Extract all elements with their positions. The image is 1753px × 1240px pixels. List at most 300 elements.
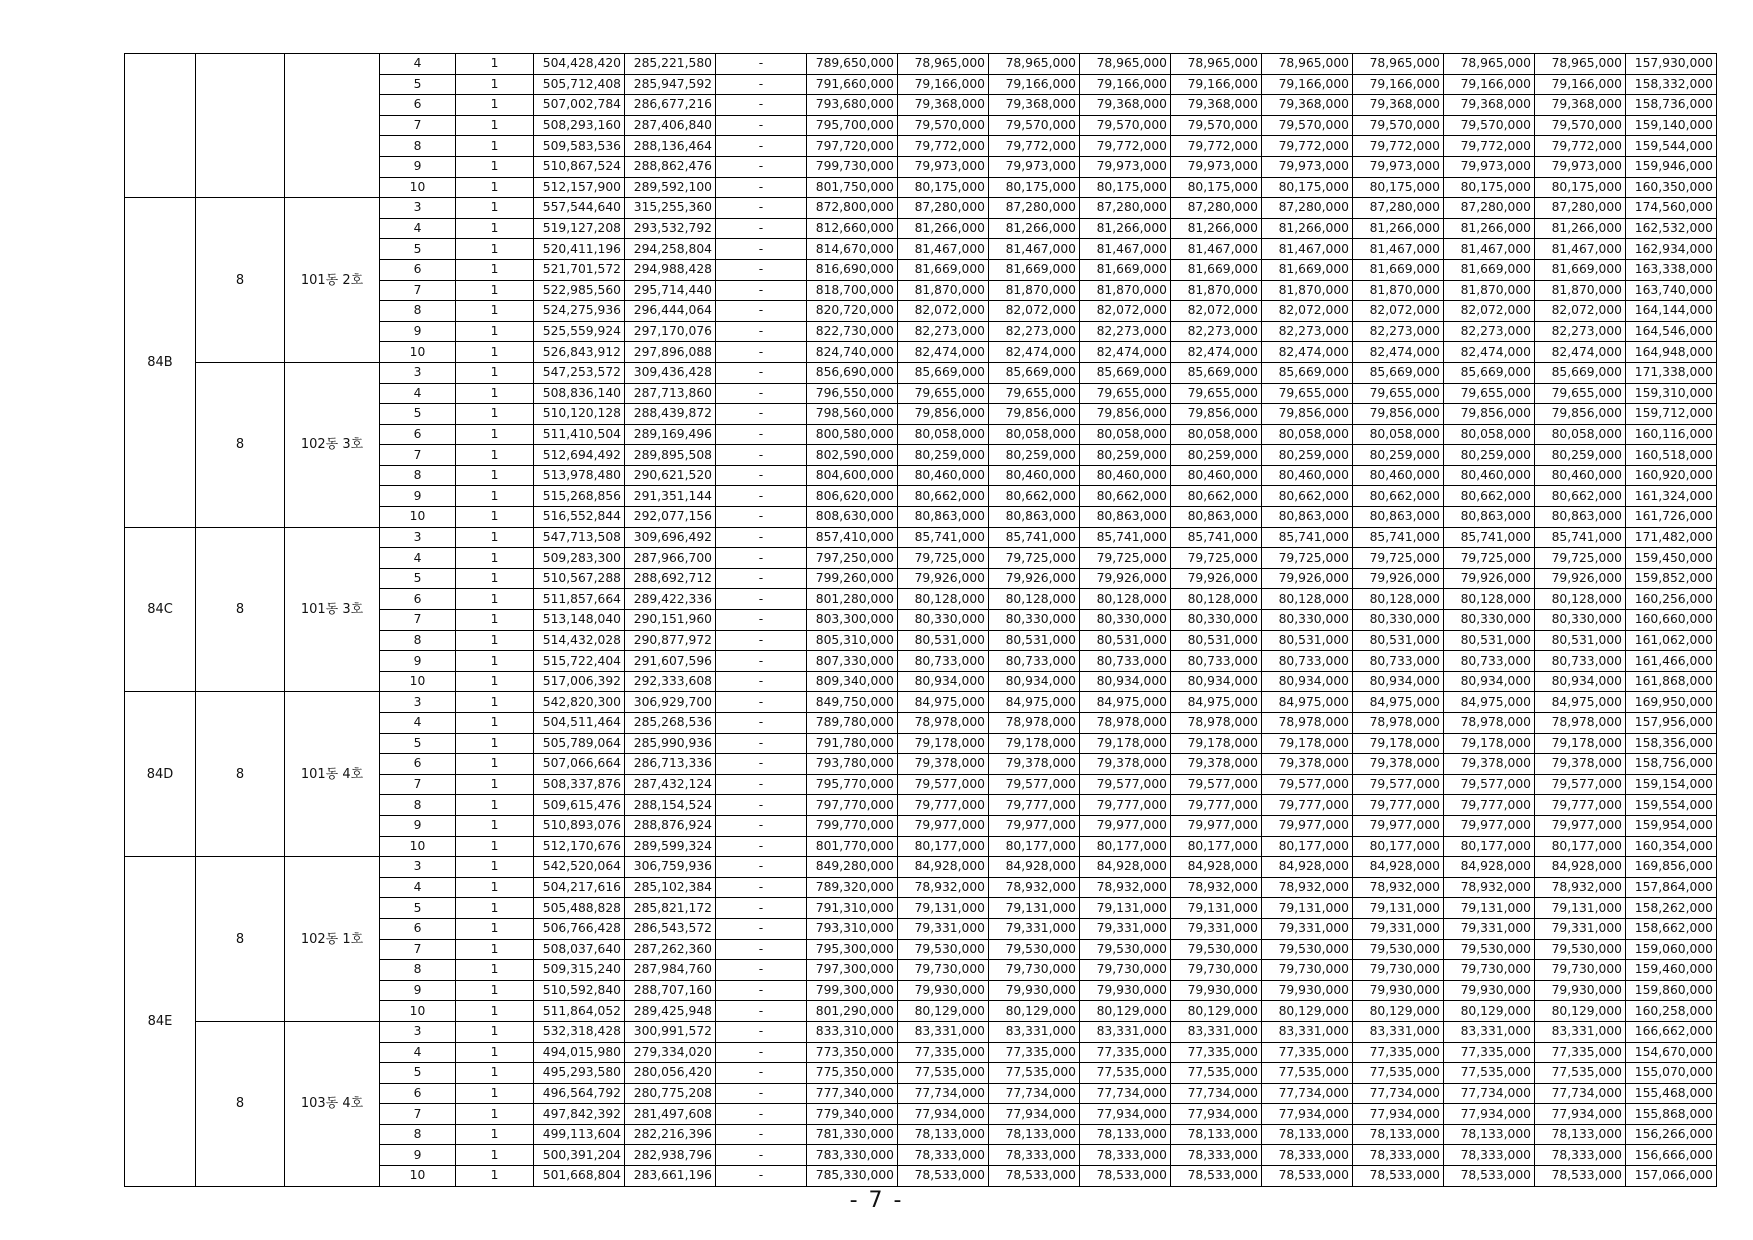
amount-cell: 496,564,792: [534, 1083, 625, 1104]
amount-cell: -: [716, 1063, 807, 1084]
floor-cell: 7: [380, 280, 456, 301]
amount-cell: 79,777,000: [1535, 795, 1626, 816]
amount-cell: 292,077,156: [625, 507, 716, 528]
amount-cell: 280,056,420: [625, 1063, 716, 1084]
quantity-cell: 1: [456, 95, 534, 116]
amount-cell: 80,460,000: [1171, 465, 1262, 486]
amount-cell: 80,531,000: [898, 630, 989, 651]
amount-cell: 80,934,000: [1262, 671, 1353, 692]
amount-cell: 84,928,000: [1353, 857, 1444, 878]
amount-cell: 79,530,000: [1535, 939, 1626, 960]
amount-cell: 80,129,000: [1444, 1001, 1535, 1022]
amount-cell: 80,662,000: [1444, 486, 1535, 507]
amount-cell: 79,166,000: [1353, 74, 1444, 95]
amount-cell: 83,331,000: [1353, 1021, 1444, 1042]
amount-cell: 81,266,000: [898, 218, 989, 239]
quantity-cell: 1: [456, 754, 534, 775]
amount-cell: 77,734,000: [1535, 1083, 1626, 1104]
amount-cell: 159,712,000: [1626, 404, 1717, 425]
amount-cell: 79,378,000: [1444, 754, 1535, 775]
amount-cell: 801,290,000: [807, 1001, 898, 1022]
amount-cell: 522,985,560: [534, 280, 625, 301]
amount-cell: 81,669,000: [1171, 259, 1262, 280]
amount-cell: 84,975,000: [1535, 692, 1626, 713]
amount-cell: 525,559,924: [534, 321, 625, 342]
quantity-cell: 1: [456, 1042, 534, 1063]
amount-cell: -: [716, 877, 807, 898]
floor-cell: 8: [380, 630, 456, 651]
amount-cell: 78,133,000: [989, 1124, 1080, 1145]
amount-cell: -: [716, 939, 807, 960]
amount-cell: -: [716, 671, 807, 692]
amount-cell: 510,592,840: [534, 980, 625, 1001]
floor-cell: 10: [380, 177, 456, 198]
floor-cell: 9: [380, 980, 456, 1001]
amount-cell: 781,330,000: [807, 1124, 898, 1145]
amount-cell: 507,002,784: [534, 95, 625, 116]
amount-cell: 158,736,000: [1626, 95, 1717, 116]
amount-cell: 84,975,000: [989, 692, 1080, 713]
amount-cell: 79,331,000: [898, 918, 989, 939]
amount-cell: 287,966,700: [625, 548, 716, 569]
amount-cell: 79,856,000: [989, 404, 1080, 425]
amount-cell: 80,259,000: [898, 445, 989, 466]
amount-cell: 83,331,000: [1171, 1021, 1262, 1042]
floor-cell: 7: [380, 610, 456, 631]
amount-cell: 315,255,360: [625, 198, 716, 219]
amount-cell: 79,725,000: [1353, 548, 1444, 569]
amount-cell: 87,280,000: [1353, 198, 1444, 219]
amount-cell: 163,740,000: [1626, 280, 1717, 301]
amount-cell: 288,707,160: [625, 980, 716, 1001]
amount-cell: 78,978,000: [989, 713, 1080, 734]
amount-cell: 79,178,000: [989, 733, 1080, 754]
amount-cell: 81,870,000: [1535, 280, 1626, 301]
amount-cell: 808,630,000: [807, 507, 898, 528]
amount-cell: 532,318,428: [534, 1021, 625, 1042]
floor-cell: 6: [380, 424, 456, 445]
amount-cell: 77,734,000: [1080, 1083, 1171, 1104]
amount-cell: 80,128,000: [1444, 589, 1535, 610]
floor-cell: 5: [380, 74, 456, 95]
building-unit-cell: 102동 3호: [285, 362, 380, 527]
amount-cell: 159,450,000: [1626, 548, 1717, 569]
quantity-cell: 1: [456, 156, 534, 177]
amount-cell: 78,932,000: [1080, 877, 1171, 898]
amount-cell: 79,655,000: [1353, 383, 1444, 404]
amount-cell: 79,570,000: [1171, 115, 1262, 136]
amount-cell: 159,946,000: [1626, 156, 1717, 177]
amount-cell: 857,410,000: [807, 527, 898, 548]
amount-cell: 77,734,000: [898, 1083, 989, 1104]
amount-cell: 80,058,000: [898, 424, 989, 445]
amount-cell: 801,280,000: [807, 589, 898, 610]
amount-cell: 83,331,000: [1535, 1021, 1626, 1042]
amount-cell: 306,929,700: [625, 692, 716, 713]
amount-cell: 79,178,000: [1262, 733, 1353, 754]
amount-cell: 79,977,000: [1262, 815, 1353, 836]
unit-count-cell: 8: [196, 1021, 285, 1186]
amount-cell: 77,535,000: [1535, 1063, 1626, 1084]
amount-cell: 79,725,000: [1080, 548, 1171, 569]
amount-cell: 79,977,000: [1171, 815, 1262, 836]
amount-cell: -: [716, 815, 807, 836]
amount-cell: 154,670,000: [1626, 1042, 1717, 1063]
amount-cell: 84,975,000: [1171, 692, 1262, 713]
amount-cell: 293,532,792: [625, 218, 716, 239]
amount-cell: 79,378,000: [1171, 754, 1262, 775]
amount-cell: 84,975,000: [1262, 692, 1353, 713]
amount-cell: 77,734,000: [1262, 1083, 1353, 1104]
amount-cell: 80,058,000: [1353, 424, 1444, 445]
amount-cell: 510,893,076: [534, 815, 625, 836]
amount-cell: 80,175,000: [1353, 177, 1444, 198]
amount-cell: 79,926,000: [898, 568, 989, 589]
amount-cell: 79,331,000: [1353, 918, 1444, 939]
amount-cell: 801,770,000: [807, 836, 898, 857]
amount-cell: -: [716, 321, 807, 342]
amount-cell: 289,425,948: [625, 1001, 716, 1022]
amount-cell: 80,175,000: [1171, 177, 1262, 198]
floor-cell: 9: [380, 651, 456, 672]
amount-cell: 80,531,000: [1262, 630, 1353, 651]
amount-cell: 162,532,000: [1626, 218, 1717, 239]
amount-cell: 77,934,000: [1444, 1104, 1535, 1125]
amount-cell: 157,066,000: [1626, 1166, 1717, 1187]
amount-cell: -: [716, 610, 807, 631]
amount-cell: 506,766,428: [534, 918, 625, 939]
amount-cell: 79,772,000: [989, 136, 1080, 157]
amount-cell: 78,978,000: [898, 713, 989, 734]
unit-type-cell: 84B: [125, 198, 196, 528]
floor-cell: 10: [380, 342, 456, 363]
quantity-cell: 1: [456, 218, 534, 239]
amount-cell: -: [716, 465, 807, 486]
amount-cell: 171,338,000: [1626, 362, 1717, 383]
floor-cell: 6: [380, 259, 456, 280]
amount-cell: 80,058,000: [989, 424, 1080, 445]
amount-cell: 289,592,100: [625, 177, 716, 198]
amount-cell: 78,965,000: [898, 54, 989, 75]
amount-cell: 79,166,000: [1262, 74, 1353, 95]
amount-cell: 77,734,000: [1444, 1083, 1535, 1104]
amount-cell: 82,072,000: [989, 301, 1080, 322]
amount-cell: 79,570,000: [1444, 115, 1535, 136]
amount-cell: 80,662,000: [1535, 486, 1626, 507]
amount-cell: 280,775,208: [625, 1083, 716, 1104]
amount-cell: 77,335,000: [1080, 1042, 1171, 1063]
amount-cell: 79,655,000: [1535, 383, 1626, 404]
amount-cell: 856,690,000: [807, 362, 898, 383]
floor-cell: 3: [380, 362, 456, 383]
amount-cell: 79,973,000: [1171, 156, 1262, 177]
amount-cell: 80,934,000: [1535, 671, 1626, 692]
amount-cell: 85,741,000: [1171, 527, 1262, 548]
amount-cell: 79,570,000: [1080, 115, 1171, 136]
amount-cell: 809,340,000: [807, 671, 898, 692]
amount-cell: 79,856,000: [1171, 404, 1262, 425]
quantity-cell: 1: [456, 877, 534, 898]
amount-cell: 80,128,000: [1535, 589, 1626, 610]
amount-cell: 520,411,196: [534, 239, 625, 260]
amount-cell: 510,867,524: [534, 156, 625, 177]
amount-cell: 79,331,000: [1171, 918, 1262, 939]
amount-cell: 511,864,052: [534, 1001, 625, 1022]
amount-cell: 169,950,000: [1626, 692, 1717, 713]
amount-cell: 80,863,000: [989, 507, 1080, 528]
amount-cell: 524,275,936: [534, 301, 625, 322]
amount-cell: 80,259,000: [1535, 445, 1626, 466]
amount-cell: 77,535,000: [1262, 1063, 1353, 1084]
amount-cell: 285,947,592: [625, 74, 716, 95]
amount-cell: 82,474,000: [1262, 342, 1353, 363]
amount-cell: 80,128,000: [989, 589, 1080, 610]
amount-cell: 79,530,000: [1080, 939, 1171, 960]
floor-cell: 6: [380, 754, 456, 775]
amount-cell: 79,730,000: [1535, 960, 1626, 981]
amount-cell: 162,934,000: [1626, 239, 1717, 260]
amount-cell: 79,772,000: [1171, 136, 1262, 157]
quantity-cell: 1: [456, 342, 534, 363]
amount-cell: 79,977,000: [1444, 815, 1535, 836]
amount-cell: 82,273,000: [1353, 321, 1444, 342]
amount-cell: 79,926,000: [1535, 568, 1626, 589]
floor-cell: 5: [380, 568, 456, 589]
amount-cell: 79,178,000: [1353, 733, 1444, 754]
amount-cell: 80,662,000: [1171, 486, 1262, 507]
amount-cell: 84,928,000: [1262, 857, 1353, 878]
amount-cell: 80,733,000: [1353, 651, 1444, 672]
amount-cell: 287,984,760: [625, 960, 716, 981]
amount-cell: 81,467,000: [1353, 239, 1444, 260]
amount-cell: 87,280,000: [1262, 198, 1353, 219]
amount-cell: 81,669,000: [1535, 259, 1626, 280]
amount-cell: 79,166,000: [1535, 74, 1626, 95]
amount-cell: 79,856,000: [1353, 404, 1444, 425]
amount-cell: 516,552,844: [534, 507, 625, 528]
amount-cell: 81,266,000: [1353, 218, 1444, 239]
amount-cell: 288,154,524: [625, 795, 716, 816]
amount-cell: 159,310,000: [1626, 383, 1717, 404]
quantity-cell: 1: [456, 774, 534, 795]
amount-cell: 155,070,000: [1626, 1063, 1717, 1084]
amount-cell: 79,725,000: [989, 548, 1080, 569]
amount-cell: 799,730,000: [807, 156, 898, 177]
amount-cell: 77,535,000: [1353, 1063, 1444, 1084]
amount-cell: 79,166,000: [898, 74, 989, 95]
amount-cell: 816,690,000: [807, 259, 898, 280]
amount-cell: -: [716, 1001, 807, 1022]
amount-cell: 81,669,000: [1444, 259, 1535, 280]
amount-cell: 288,136,464: [625, 136, 716, 157]
amount-cell: -: [716, 754, 807, 775]
amount-cell: -: [716, 383, 807, 404]
amount-cell: 80,330,000: [1535, 610, 1626, 631]
amount-cell: 83,331,000: [989, 1021, 1080, 1042]
amount-cell: 79,378,000: [989, 754, 1080, 775]
amount-cell: 78,133,000: [1353, 1124, 1444, 1145]
amount-cell: 163,338,000: [1626, 259, 1717, 280]
amount-cell: 78,978,000: [1080, 713, 1171, 734]
amount-cell: 81,870,000: [989, 280, 1080, 301]
amount-cell: -: [716, 198, 807, 219]
amount-cell: 157,864,000: [1626, 877, 1717, 898]
amount-cell: 161,466,000: [1626, 651, 1717, 672]
amount-cell: 288,692,712: [625, 568, 716, 589]
amount-cell: 79,378,000: [898, 754, 989, 775]
amount-cell: 81,266,000: [1535, 218, 1626, 239]
floor-cell: 5: [380, 733, 456, 754]
amount-cell: 542,520,064: [534, 857, 625, 878]
amount-cell: -: [716, 795, 807, 816]
quantity-cell: 1: [456, 424, 534, 445]
amount-cell: -: [716, 54, 807, 75]
building-unit-cell: 102동 1호: [285, 857, 380, 1022]
amount-cell: 80,934,000: [989, 671, 1080, 692]
amount-cell: 85,669,000: [1535, 362, 1626, 383]
amount-cell: 174,560,000: [1626, 198, 1717, 219]
amount-cell: 79,530,000: [989, 939, 1080, 960]
amount-cell: 161,324,000: [1626, 486, 1717, 507]
quantity-cell: 1: [456, 259, 534, 280]
amount-cell: 85,669,000: [1353, 362, 1444, 383]
amount-cell: 77,335,000: [989, 1042, 1080, 1063]
amount-cell: 79,331,000: [1262, 918, 1353, 939]
building-unit-cell: [285, 54, 380, 198]
amount-cell: 79,977,000: [898, 815, 989, 836]
amount-cell: 80,662,000: [898, 486, 989, 507]
amount-cell: 80,259,000: [989, 445, 1080, 466]
amount-cell: 797,300,000: [807, 960, 898, 981]
quantity-cell: 1: [456, 177, 534, 198]
floor-cell: 4: [380, 877, 456, 898]
amount-cell: 81,467,000: [1444, 239, 1535, 260]
amount-cell: 79,368,000: [1444, 95, 1535, 116]
amount-cell: 497,842,392: [534, 1104, 625, 1125]
amount-cell: 77,934,000: [989, 1104, 1080, 1125]
amount-cell: 82,474,000: [1080, 342, 1171, 363]
amount-cell: 80,733,000: [1535, 651, 1626, 672]
building-unit-cell: 101동 4호: [285, 692, 380, 857]
amount-cell: 81,467,000: [1535, 239, 1626, 260]
amount-cell: 285,821,172: [625, 898, 716, 919]
amount-cell: 79,973,000: [1535, 156, 1626, 177]
amount-cell: 80,934,000: [898, 671, 989, 692]
amount-cell: 294,988,428: [625, 259, 716, 280]
amount-cell: 79,772,000: [1444, 136, 1535, 157]
amount-cell: -: [716, 95, 807, 116]
amount-cell: 797,250,000: [807, 548, 898, 569]
quantity-cell: 1: [456, 507, 534, 528]
floor-cell: 4: [380, 548, 456, 569]
amount-cell: 80,259,000: [1080, 445, 1171, 466]
amount-cell: 85,741,000: [898, 527, 989, 548]
amount-cell: 80,175,000: [1535, 177, 1626, 198]
amount-cell: 849,750,000: [807, 692, 898, 713]
amount-cell: 78,932,000: [1171, 877, 1262, 898]
amount-cell: 80,934,000: [1353, 671, 1444, 692]
amount-cell: 80,863,000: [1080, 507, 1171, 528]
amount-cell: 80,129,000: [898, 1001, 989, 1022]
amount-cell: 296,444,064: [625, 301, 716, 322]
amount-cell: 80,129,000: [989, 1001, 1080, 1022]
floor-cell: 5: [380, 898, 456, 919]
amount-cell: 797,770,000: [807, 795, 898, 816]
amount-cell: 77,335,000: [1353, 1042, 1444, 1063]
floor-cell: 4: [380, 713, 456, 734]
amount-cell: 80,129,000: [1171, 1001, 1262, 1022]
amount-cell: 291,607,596: [625, 651, 716, 672]
quantity-cell: 1: [456, 548, 534, 569]
amount-cell: 80,460,000: [898, 465, 989, 486]
amount-cell: -: [716, 836, 807, 857]
amount-cell: 77,734,000: [1353, 1083, 1444, 1104]
amount-cell: 79,730,000: [1171, 960, 1262, 981]
amount-cell: 83,331,000: [1080, 1021, 1171, 1042]
amount-cell: 793,310,000: [807, 918, 898, 939]
amount-cell: 80,733,000: [1262, 651, 1353, 672]
amount-cell: 80,662,000: [1262, 486, 1353, 507]
amount-cell: -: [716, 527, 807, 548]
amount-cell: 79,926,000: [1080, 568, 1171, 589]
amount-cell: 85,669,000: [1171, 362, 1262, 383]
amount-cell: 288,876,924: [625, 815, 716, 836]
amount-cell: 81,870,000: [1353, 280, 1444, 301]
amount-cell: 78,133,000: [1171, 1124, 1262, 1145]
amount-cell: 156,266,000: [1626, 1124, 1717, 1145]
amount-cell: 81,266,000: [1171, 218, 1262, 239]
amount-cell: 79,777,000: [1353, 795, 1444, 816]
floor-cell: 3: [380, 692, 456, 713]
floor-cell: 6: [380, 95, 456, 116]
amount-cell: 79,577,000: [1353, 774, 1444, 795]
floor-cell: 6: [380, 918, 456, 939]
amount-cell: 80,129,000: [1262, 1001, 1353, 1022]
amount-cell: 509,283,300: [534, 548, 625, 569]
amount-cell: 79,570,000: [1353, 115, 1444, 136]
amount-cell: -: [716, 156, 807, 177]
unit-type-cell: 84C: [125, 527, 196, 692]
amount-cell: -: [716, 692, 807, 713]
amount-cell: 80,058,000: [1080, 424, 1171, 445]
amount-cell: 77,934,000: [1171, 1104, 1262, 1125]
amount-cell: -: [716, 362, 807, 383]
amount-cell: 82,273,000: [1262, 321, 1353, 342]
floor-cell: 7: [380, 115, 456, 136]
amount-cell: 519,127,208: [534, 218, 625, 239]
amount-cell: 822,730,000: [807, 321, 898, 342]
amount-cell: 79,777,000: [1080, 795, 1171, 816]
amount-cell: 291,351,144: [625, 486, 716, 507]
unit-type-cell: [125, 54, 196, 198]
amount-cell: 79,930,000: [1353, 980, 1444, 1001]
amount-cell: 80,662,000: [989, 486, 1080, 507]
amount-cell: 287,713,860: [625, 383, 716, 404]
amount-cell: 157,956,000: [1626, 713, 1717, 734]
amount-cell: 87,280,000: [989, 198, 1080, 219]
amount-cell: 820,720,000: [807, 301, 898, 322]
amount-cell: 79,577,000: [1444, 774, 1535, 795]
amount-cell: 77,535,000: [1444, 1063, 1535, 1084]
amount-cell: 288,862,476: [625, 156, 716, 177]
amount-cell: 79,655,000: [898, 383, 989, 404]
amount-cell: 80,330,000: [989, 610, 1080, 631]
amount-cell: 80,863,000: [1171, 507, 1262, 528]
amount-cell: 509,615,476: [534, 795, 625, 816]
amount-cell: 77,335,000: [1444, 1042, 1535, 1063]
amount-cell: 791,310,000: [807, 898, 898, 919]
amount-cell: -: [716, 1083, 807, 1104]
